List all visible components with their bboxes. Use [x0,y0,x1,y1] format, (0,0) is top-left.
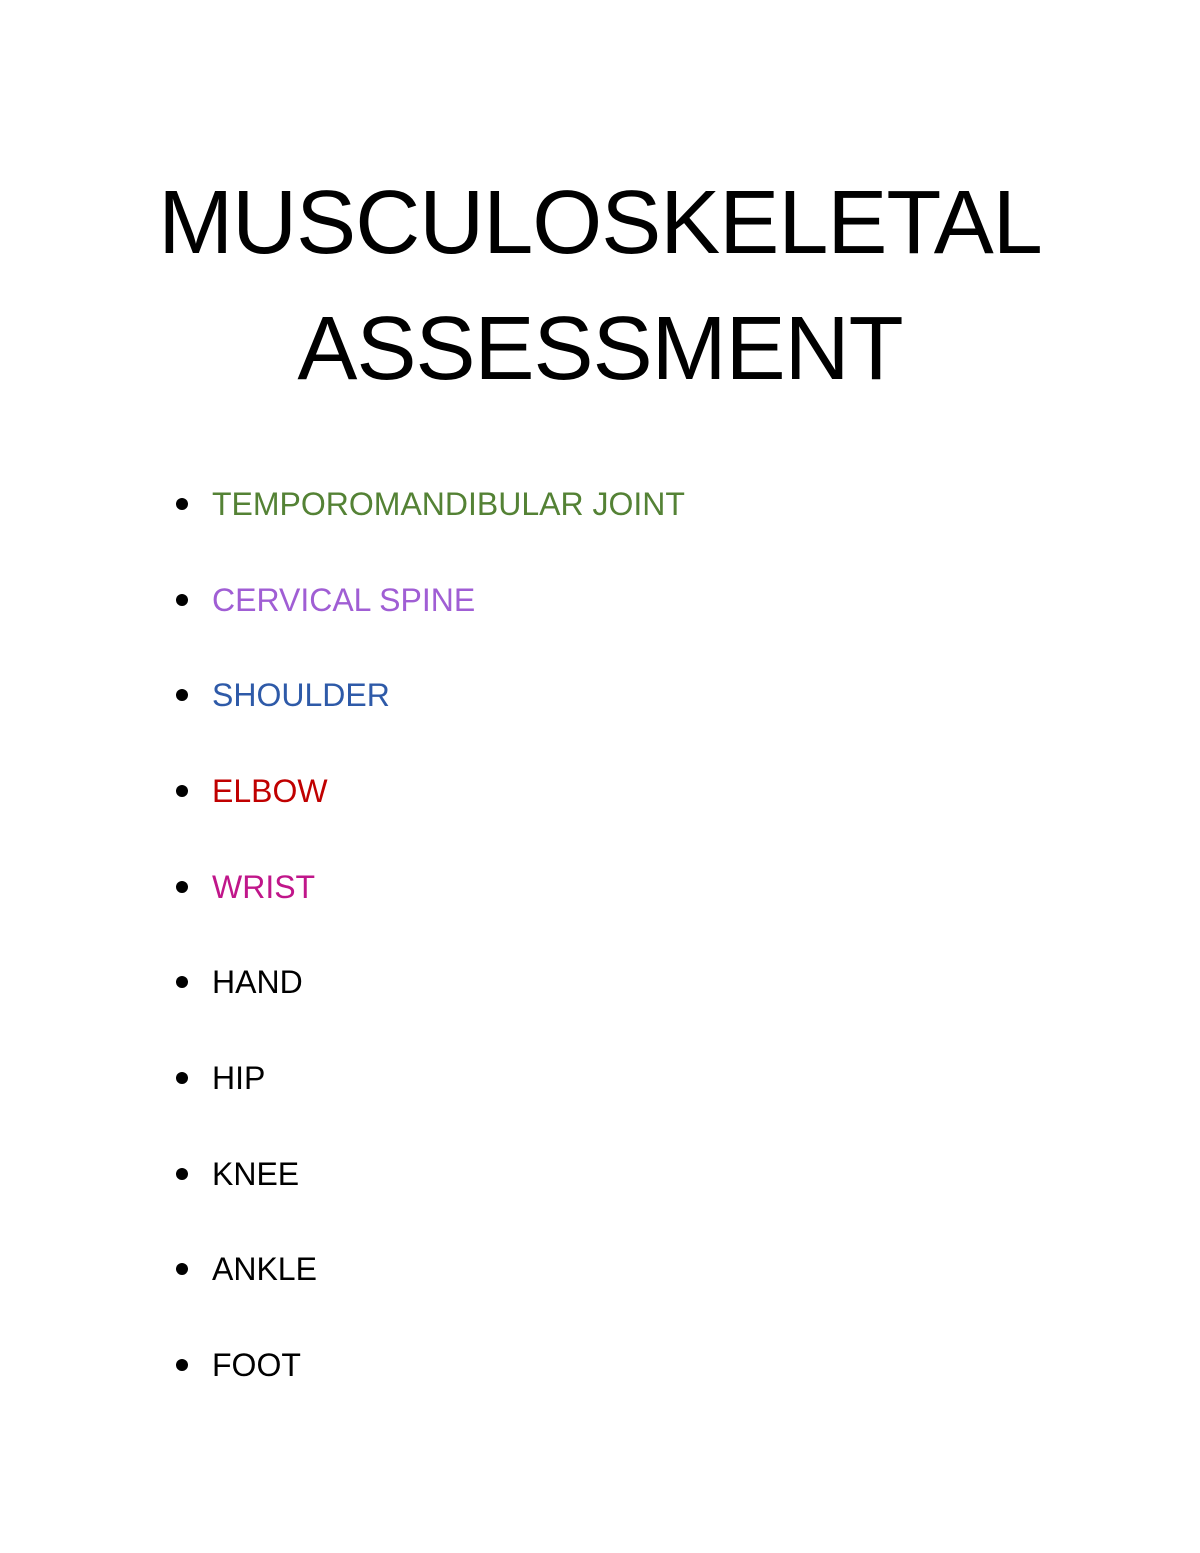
list-item [168,1222,685,1318]
bullet-icon [176,785,188,797]
list-item [168,1317,685,1413]
list-item [168,934,685,1030]
list-item-label: CERVICAL SPINE [212,581,476,618]
list-item-label: ANKLE [212,1251,317,1288]
list-item-label: ELBOW [212,772,328,809]
list-item-label: HAND [212,964,303,1001]
bullet-icon [176,881,188,893]
list-item-label: KNEE [212,1155,300,1192]
bullet-icon [176,976,188,988]
list-item [168,1030,685,1126]
bullet-list [168,456,685,1413]
bullet-icon [176,1263,188,1275]
list-item-label: HIP [212,1059,266,1096]
title-line-2: ASSESSMENT [297,299,903,399]
list-item [168,839,685,935]
list-item [168,743,685,839]
document-title [0,160,1200,412]
list-item [168,552,685,648]
list-item [168,647,685,743]
list-item-label: TEMPOROMANDIBULAR JOINT [212,485,685,522]
bullet-icon [176,498,188,510]
bullet-icon [176,689,188,701]
list-item [168,1126,685,1222]
list-item-label: WRIST [212,868,316,905]
list-item-label: FOOT [212,1347,301,1384]
bullet-icon [176,1359,188,1371]
list-item [168,456,685,552]
list-item-label: SHOULDER [212,677,390,714]
bullet-icon [176,594,188,606]
bullet-icon [176,1072,188,1084]
title-line-1: MUSCULOSKELETAL [158,173,1042,273]
bullet-icon [176,1168,188,1180]
